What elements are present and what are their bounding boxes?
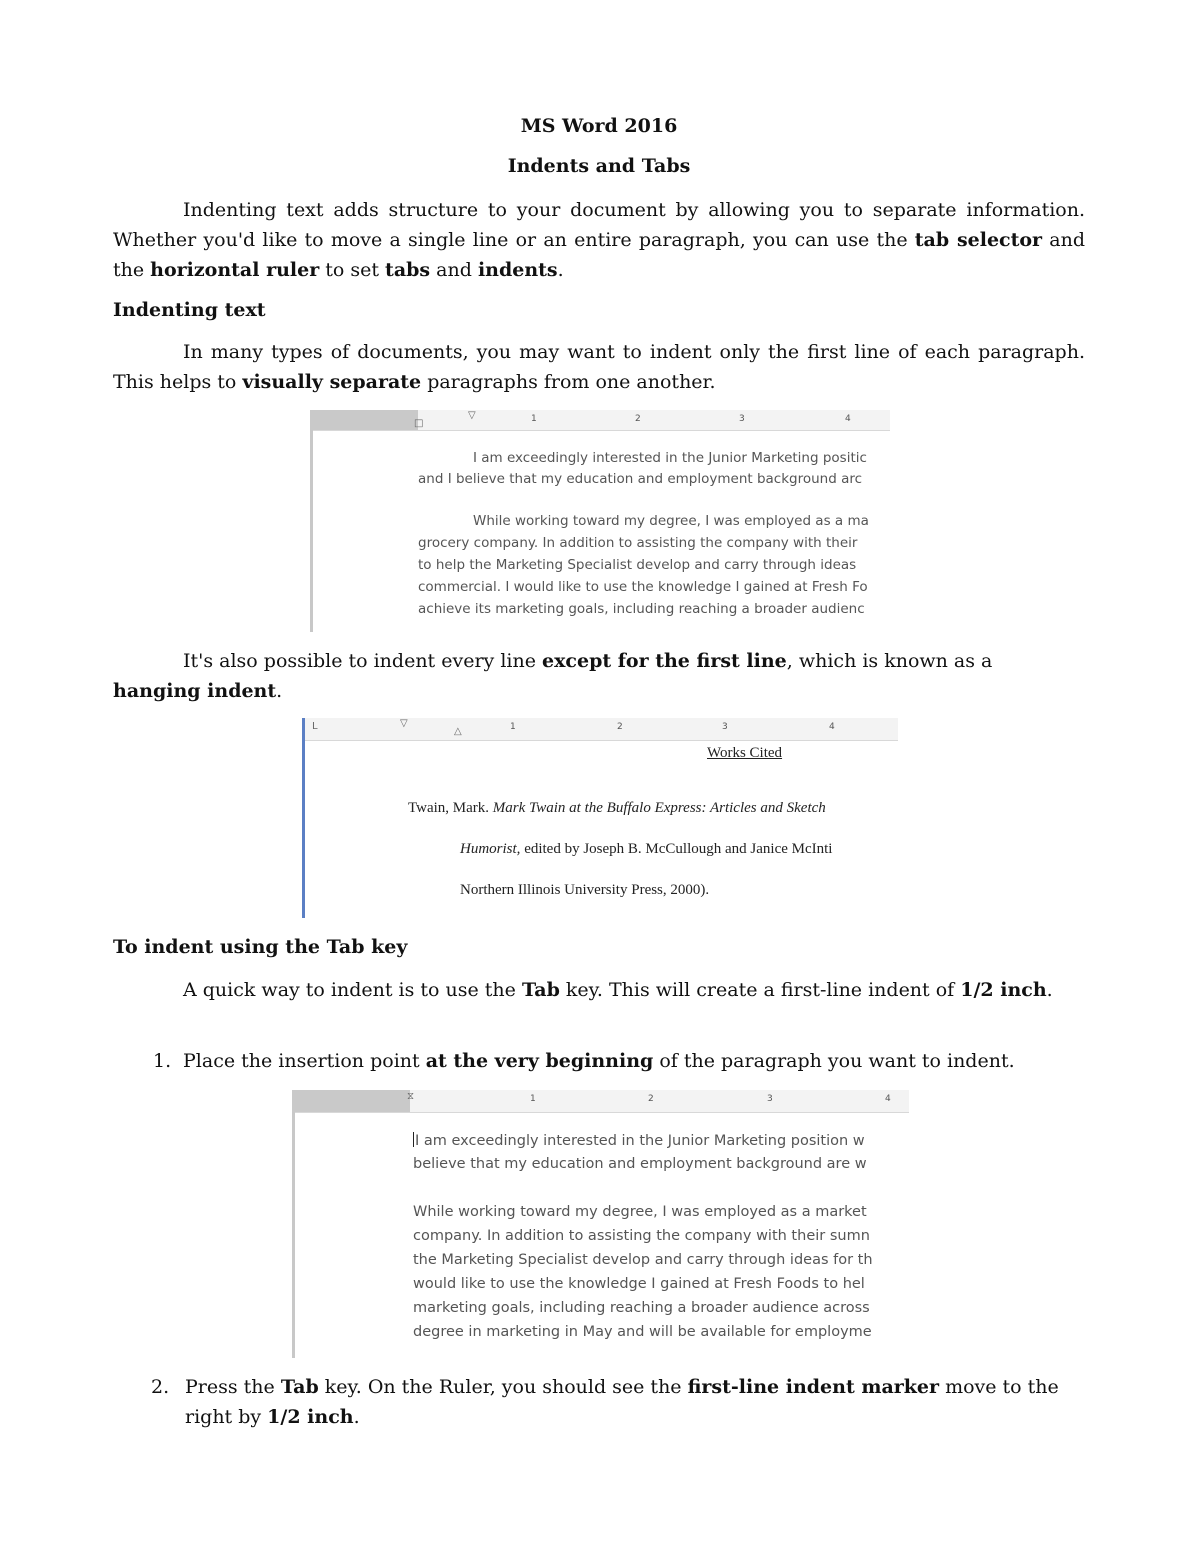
step-number: 2. <box>151 1376 170 1398</box>
step-2-text: Press the Tab key. On the Ruler, you should see the first-line indent marker move to the right by 1/2 inch. <box>185 1376 1059 1428</box>
document-title: MS Word 2016 <box>520 115 678 137</box>
sample-text-line: marketing goals, including reaching a broader audience across <box>413 1300 870 1316</box>
sample-text-line: to help the Marketing Specialist develop and carry through ideas <box>418 557 857 573</box>
ruler-number: 1 <box>531 414 537 424</box>
step-number: 1. <box>153 1050 172 1072</box>
sample-text-line: While working toward my degree, I was employed as a market <box>413 1204 867 1220</box>
hanging-indent-marker-icon: △ <box>454 726 462 737</box>
ruler <box>310 410 890 431</box>
citation-line: Twain, Mark. Mark Twain at the Buffalo Express: Articles and Sketch <box>408 800 826 816</box>
insertion-point-cursor <box>413 1132 414 1147</box>
ruler-number: 3 <box>722 722 728 732</box>
ruler <box>292 1090 909 1113</box>
ruler-number: 2 <box>635 414 641 424</box>
sample-text-line: believe that my education and employment background are w <box>413 1156 867 1172</box>
citation-line: Humorist, edited by Joseph B. McCullough and Janice McInti <box>460 841 833 857</box>
ruler-number: 4 <box>845 414 851 424</box>
indent-markers-icon: ⧖ <box>407 1091 415 1102</box>
figure-first-line-indent <box>310 410 890 632</box>
sample-text-line: degree in marketing in May and will be available for employme <box>413 1324 872 1340</box>
sample-text-line: and I believe that my education and employment background arc <box>418 471 863 487</box>
tab-key-paragraph: A quick way to indent is to use the Tab key. This will create a first-line indent of 1/2 inch. <box>183 979 1053 1001</box>
sample-text-line: the Marketing Specialist develop and carry through ideas for th <box>413 1252 873 1268</box>
hanging-indent-marker-icon: □ <box>414 418 424 429</box>
ruler-number: 3 <box>739 414 745 424</box>
tab-selector-icon[interactable]: L <box>312 721 318 732</box>
sample-text-line: commercial. I would like to use the knowledge I gained at Fresh Fo <box>418 579 868 595</box>
indenting-paragraph: In many types of documents, you may want to indent only the first line of each paragraph. This helps to visually separate paragraphs from one another. <box>113 341 1085 393</box>
ruler-number: 3 <box>767 1094 773 1104</box>
figure-hanging-indent <box>302 718 898 918</box>
hanging-indent-paragraph: It's also possible to indent every line except for the first line, which is known as a hanging indent. <box>113 650 993 702</box>
section-heading-tab-key: To indent using the Tab key <box>113 936 408 958</box>
ruler-number: 4 <box>885 1094 891 1104</box>
sample-text-line: achieve its marketing goals, including reaching a broader audienc <box>418 601 865 617</box>
sample-text-line: I am exceedingly interested in the Junior Marketing positic <box>473 450 867 466</box>
works-cited-heading: Works Cited <box>707 745 783 761</box>
first-line-indent-marker-icon: ▽ <box>400 718 408 729</box>
citation-line: Northern Illinois University Press, 2000). <box>460 882 710 898</box>
intro-paragraph: Indenting text adds structure to your document by allowing you to separate information. Whether you'd like to move a single line or an entire paragraph, you can use the tab selector and the horizontal ruler to set tabs and indents. <box>113 199 1085 281</box>
document-subtitle: Indents and Tabs <box>507 155 691 177</box>
ruler-number: 2 <box>648 1094 654 1104</box>
ruler-number: 1 <box>530 1094 536 1104</box>
ruler-number: 2 <box>617 722 623 732</box>
sample-text-line: grocery company. In addition to assisting the company with their <box>418 535 858 551</box>
ruler-number: 1 <box>510 722 516 732</box>
figure-insertion-point <box>292 1090 909 1358</box>
sample-text-line: While working toward my degree, I was employed as a ma <box>473 513 869 529</box>
sample-text-line: company. In addition to assisting the company with their sumn <box>413 1228 870 1244</box>
ruler-number: 4 <box>829 722 835 732</box>
sample-text-line: would like to use the knowledge I gained at Fresh Foods to hel <box>413 1276 865 1292</box>
sample-text-line: I am exceedingly interested in the Junior Marketing position w <box>415 1133 865 1149</box>
section-heading-indenting-text: Indenting text <box>113 299 266 321</box>
first-line-indent-marker-icon: ▽ <box>468 410 476 421</box>
step-1-text: Place the insertion point at the very beginning of the paragraph you want to indent. <box>183 1050 1015 1072</box>
ruler <box>302 718 898 741</box>
